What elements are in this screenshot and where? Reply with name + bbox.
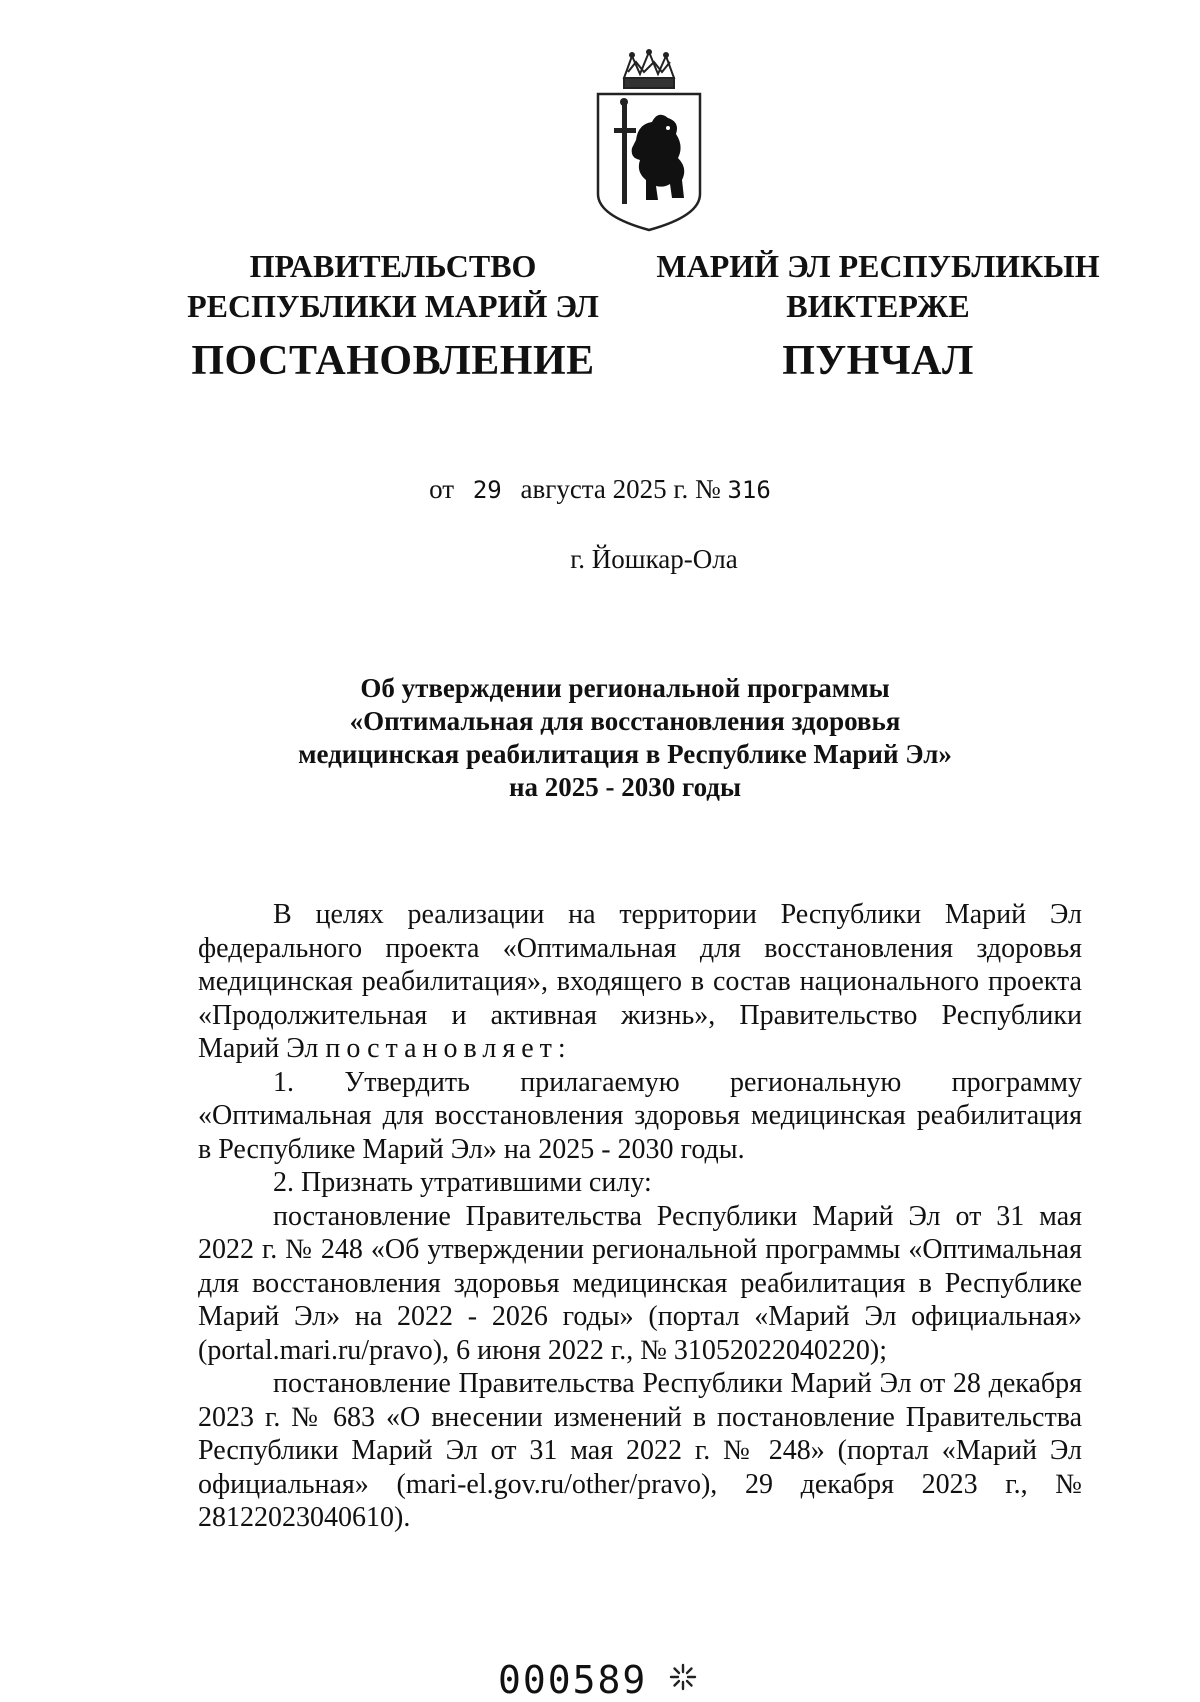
item-2: 2. Признать утратившими силу: [273, 1167, 652, 1198]
doc-type-ru: ПОСТАНОВЛЕНИЕ [191, 338, 595, 384]
org-name-ru-line1: ПРАВИТЕЛЬСТВО [249, 248, 537, 284]
document-number: 316 [727, 476, 771, 504]
intro-text: В целях реализации на территории Республики Марий Эл федерального проекта «Оптимальная для восстановления здоровья медицинская реабилитация», входящего в состав национального проекта «Продолжительная и активная жизнь», Правительство Республики Марий Эл [198, 899, 1082, 1064]
doc-type-mari: ПУНЧАЛ [782, 338, 974, 384]
org-name-mari-line2: ВИКТЕРЖЕ [786, 288, 970, 324]
item-1: 1. Утвердить прилагаемую региональную программу «Оптимальная для восстановления здоровья медицинская реабилитация в Республике Марий Эл» на 2025 - 2030 годы. [198, 1066, 1082, 1165]
star-mark-icon [668, 1662, 698, 1692]
intro-paragraph [198, 898, 1082, 1066]
mari-el-coat-of-arms-icon [584, 48, 714, 236]
title-line: на 2025 - 2030 годы [508, 772, 742, 802]
intro-verb: постановляет: [325, 1033, 572, 1064]
header-right [643, 246, 1113, 386]
serial-number: 000589 [498, 1658, 648, 1702]
title-line: «Оптимальная для восстановления здоровья [349, 706, 901, 736]
title-line: медицинская реабилитация в Республике Марий Эл» [298, 739, 952, 769]
document-title [200, 672, 1050, 804]
date-prefix: от [429, 474, 455, 504]
item-2b: постановление Правительства Республики Марий Эл от 28 декабря 2023 г. № 683 «О внесении изменений в постановление Правительства Республики Марий Эл от 31 мая 2022 г. № 248» (портал «Марий Эл официальная» (mari-el.gov.ru/other/pravo), 29 декабря 2023 г., № 28122023040610). [198, 1368, 1082, 1533]
date-month-year: августа 2025 г. № [520, 474, 721, 504]
date-day: 29 [472, 476, 502, 504]
org-name-mari-line1: МАРИЙ ЭЛ РЕСПУБЛИКЫН [656, 248, 1100, 284]
org-name-ru-line2: РЕСПУБЛИКИ МАРИЙ ЭЛ [187, 288, 599, 324]
document-body [198, 898, 1082, 1535]
item-2a: постановление Правительства Республики Марий Эл от 31 мая 2022 г. № 248 «Об утверждении региональной программы «Оптимальная для восстановления здоровья медицинская реабилитация в Республике Марий Эл» на 2022 - 2026 годы» (портал «Марий Эл официальная» (portal.mari.ru/pravo), 6 июня 2022 г., № 31052022040220); [198, 1200, 1082, 1366]
header-left [158, 246, 628, 386]
title-line: Об утверждении региональной программы [360, 673, 890, 703]
date-line [0, 474, 1200, 505]
city: г. Йошкар-Ола [570, 544, 738, 574]
